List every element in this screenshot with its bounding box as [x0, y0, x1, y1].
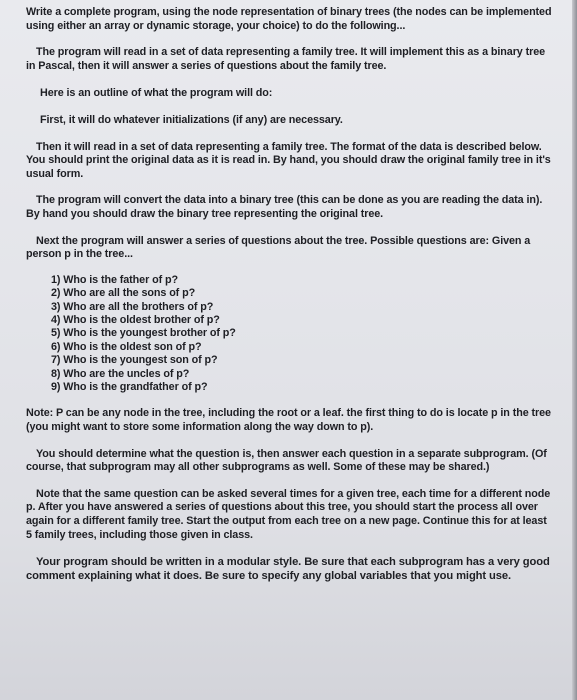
- convert-step: The program will convert the data into a binary tree (this can be done as you are reading the data in). By hand you should draw the binary tree representing the original tree.: [26, 194, 543, 220]
- outline-heading: Here is an outline of what the program will do:: [40, 87, 273, 100]
- list-item: 9) Who is the grandfather of p?: [51, 380, 208, 393]
- list-item: 7) Who is the youngest son of p?: [51, 354, 218, 367]
- list-item: 2) Who are all the sons of p?: [51, 287, 196, 300]
- list-item: 8) Who are the uncles of p?: [51, 367, 190, 380]
- subprogram-paragraph: You should determine what the question is, then answer each question in a separate subprogram. (Of course, that subprogram may all other subprograms as well. Some of these may be shared.): [26, 447, 547, 474]
- family-tree-paragraph: The program will read in a set of data representing a family tree. It will implement this as a binary tree in Pascal, then it will answer a series of questions about the family tree.: [26, 46, 546, 72]
- modular-paragraph: Your program should be written in a modular style. Be sure that each subprogram has a very good comment explaining what it does. Be sure to specify any global variables that you might use.: [26, 556, 550, 582]
- list-item: 1) Who is the father of p?: [51, 273, 178, 286]
- repeat-paragraph: Note that the same question can be asked several times for a given tree, each time for a different node p. After you have answered a series of questions about this tree, you should start the process all over again for a different family tree. Start the output from each tree on a new page. Continue this for at least 5 family trees, including those given in class.: [26, 487, 551, 541]
- page-edge-shadow: [572, 0, 577, 700]
- initialize-step: First, it will do whatever initializations (if any) are necessary.: [40, 113, 343, 126]
- question-list: [26, 274, 553, 395]
- intro-paragraph: Write a complete program, using the node representation of binary trees (the nodes can be implemented using either an array or dynamic storage, your choice) to do the following...: [26, 6, 552, 32]
- read-data-step: Then it will read in a set of data representing a family tree. The format of the data is described below. You should print the original data as it is read in. By hand, you should draw the original family tree in it's usual form.: [26, 140, 551, 180]
- list-item: 4) Who is the oldest brother of p?: [51, 313, 220, 326]
- questions-step: Next the program will answer a series of questions about the tree. Possible questions are: Given a person p in the tree...: [26, 234, 531, 261]
- note-paragraph: Note: P can be any node in the tree, including the root or a leaf. the first thing to do is locate p in the tree (you might want to store some information along the way down to p).: [26, 407, 551, 433]
- list-item: 5) Who is the youngest brother of p?: [51, 327, 236, 340]
- list-item: 3) Who are all the brothers of p?: [51, 300, 214, 313]
- list-item: 6) Who is the oldest son of p?: [51, 340, 202, 353]
